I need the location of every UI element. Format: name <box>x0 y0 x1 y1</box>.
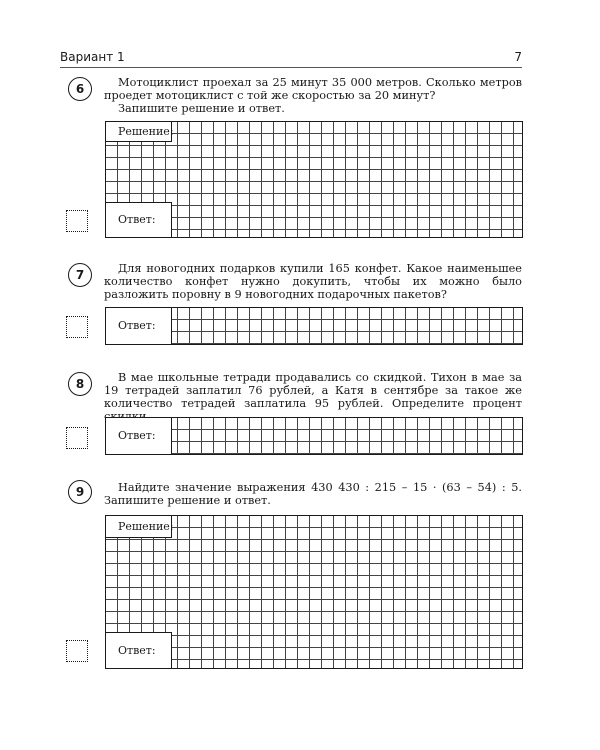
question-text: В мае школьные тетради продавались со скидкой. Тихон в мае за 19 тетрадей заплатил 76 рублей, а Катя в сентябре за такое же количество тетрадей заплатила 95 рублей. Определите процент <box>104 371 522 410</box>
question-text: Мотоциклист проехал за 25 минут 35 000 метров. Сколько метров проедет мотоциклист с той же скоростью за 20 минут? <box>104 76 522 102</box>
answer-checkbox[interactable] <box>66 427 88 449</box>
answer-checkbox[interactable] <box>66 316 88 338</box>
answer-checkbox[interactable] <box>66 640 88 662</box>
question-number-badge: 6 <box>68 77 92 101</box>
page-number: 7 <box>514 50 522 64</box>
answer-label: Ответ: <box>106 632 172 668</box>
question-number-badge: 7 <box>68 263 92 287</box>
solution-label: Решение: <box>106 516 172 538</box>
answer-label: Ответ: <box>106 308 172 344</box>
question-text: Для новогодних подарков купили 165 конфет. Какое наименьшее количество конфет нужно докупить, чтобы их можно было разложить поровну в 9 новогодних подарочных пакетов? <box>104 262 522 301</box>
answer-checkbox[interactable] <box>66 210 88 232</box>
solution-label: Решение: <box>106 122 172 142</box>
variant-label: Вариант 1 <box>60 50 125 64</box>
answer-label: Ответ: <box>106 202 172 237</box>
header-divider <box>60 67 522 68</box>
question-number-badge: 8 <box>68 372 92 396</box>
question-number-badge: 9 <box>68 480 92 504</box>
question-instruction: Запишите решение и ответ. <box>118 102 285 115</box>
question-text: Найдите значение выражения 430 430 : 215 – 15 · (63 – 54) : 5. Запишите решение и ответ. <box>104 481 522 507</box>
answer-label: Ответ: <box>106 418 172 454</box>
